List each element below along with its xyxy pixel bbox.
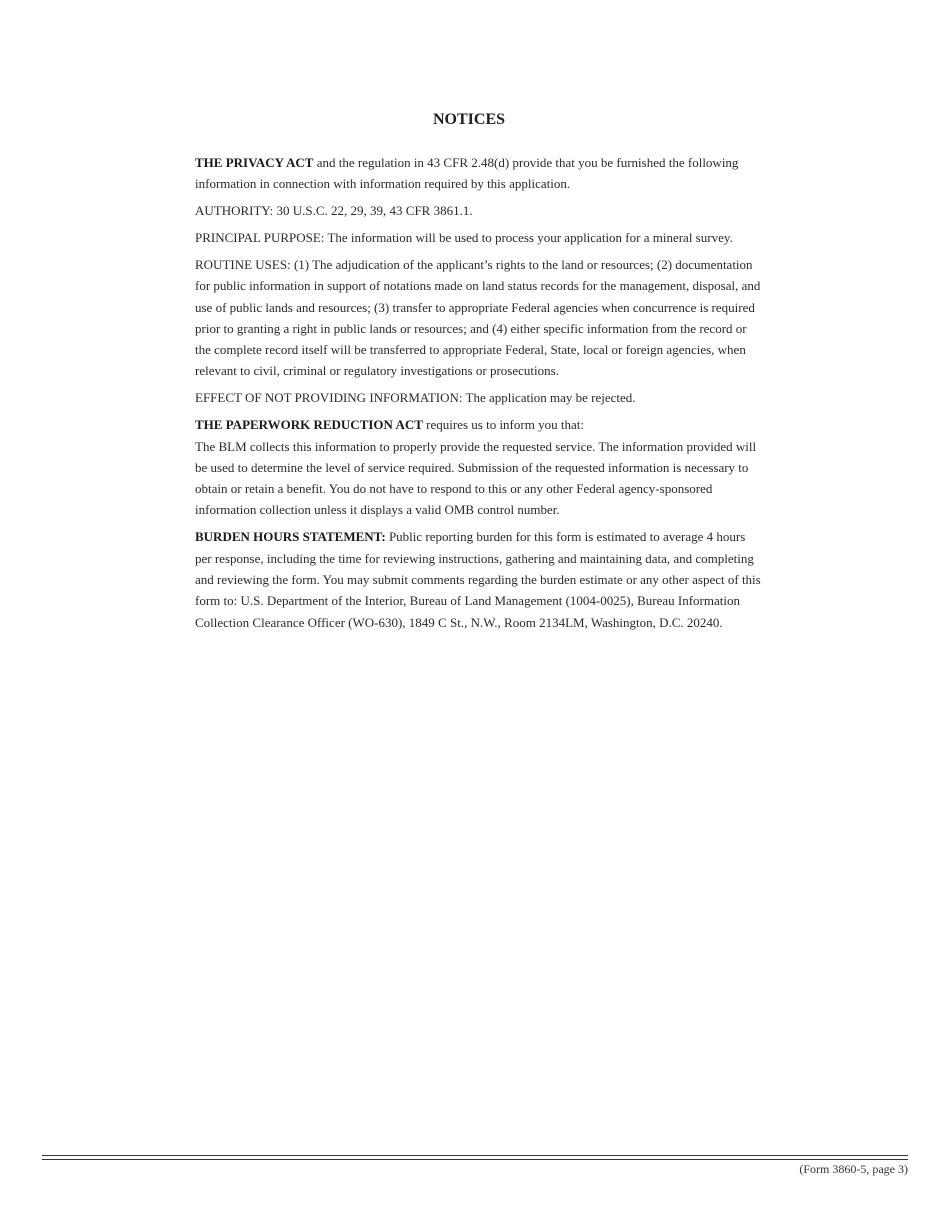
authority-paragraph: AUTHORITY: 30 U.S.C. 22, 29, 39, 43 CFR 3861.1.	[195, 203, 473, 219]
privacy-act-text: and the regulation in 43 CFR 2.48(d) provide that you be furnished the following information in connection with information required by this application.	[195, 155, 739, 192]
burden-paragraph	[195, 526, 765, 632]
burden-heading: BURDEN HOURS STATEMENT:	[195, 529, 386, 545]
effect-paragraph: EFFECT OF NOT PROVIDING INFORMATION: The application may be rejected.	[195, 390, 636, 406]
paperwork-body: The BLM collects this information to properly provide the requested service. The information provided will be used to determine the level of service required. Submission of the requested information is necessary to obtain or retain a benefit. You do not have to respond to this or any other Federal agency-sponsored information collection unless it displays a valid OMB control number.	[195, 438, 757, 518]
footer-divider	[42, 1155, 908, 1160]
paperwork-paragraph	[195, 414, 765, 520]
page-title: NOTICES	[432, 111, 506, 128]
privacy-act-paragraph	[195, 152, 765, 195]
routine-uses-paragraph: ROUTINE USES: (1) The adjudication of the applicant’s rights to the land or resources; (2) documentation for public information in support of notations made on land status records for the management, disposal, and use of public lands and resources; (3) transfer to appropriate Federal agencies when concurrence is required prior to granting a right in public lands or resources; and (4) either specific information from the record or the complete record itself will be transferred to appropriate Federal, State, local or foreign agencies, when relevant to civil, criminal or regulatory investigations or prosecutions.	[195, 256, 761, 379]
paperwork-intro: requires us to inform you that:	[422, 417, 584, 433]
notices-body	[195, 152, 765, 638]
privacy-act-heading: THE PRIVACY ACT	[195, 155, 314, 170]
burden-text: Public reporting burden for this form is estimated to average 4 hours per response, including the time for reviewing instructions, gathering and maintaining data, and completing and reviewing the form. You may submit comments regarding the burden estimate or any other aspect of this form to: U.S. Department of the Interior, Bureau of Land Management (1004-0025), Bureau Information Collection Clearance Officer (WO-630), 1849 C St., N.W., Room 2134LM, Washington, D.C. 20240.	[195, 529, 761, 630]
paperwork-heading: THE PAPERWORK REDUCTION ACT	[195, 417, 423, 433]
form-page-label: (Form 3860-5, page 3)	[799, 1162, 908, 1176]
principal-purpose-paragraph: PRINCIPAL PURPOSE: The information will be used to process your application for a mineral survey.	[195, 230, 733, 246]
